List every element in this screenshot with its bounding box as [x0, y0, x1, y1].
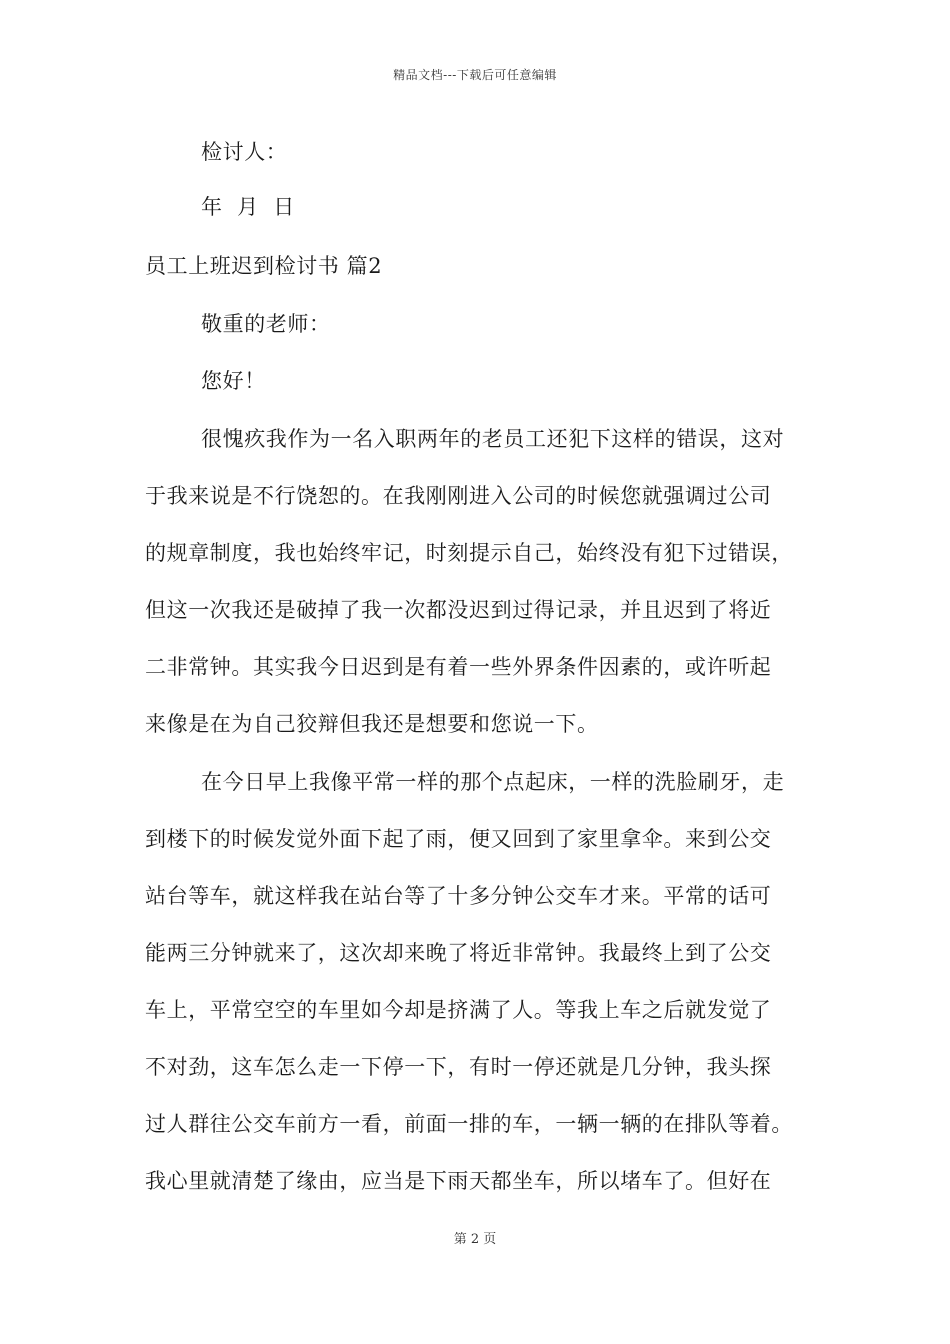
paragraph-line: 车上，平常空空的车里如今却是挤满了人。等我上车之后就发觉了	[145, 998, 772, 1022]
paragraph-line: 我心里就清楚了缘由，应当是下雨天都坐车，所以堵车了。但好在	[145, 1169, 772, 1193]
date-line: 年 月 日	[201, 195, 295, 219]
paragraph-line: 过人群往公交车前方一看，前面一排的车，一辆一辆的在排队等着。	[145, 1112, 793, 1136]
greeting: 您好！	[201, 369, 266, 393]
reviewer-label: 检讨人：	[201, 140, 288, 164]
paragraph-line: 很愧疚我作为一名入职两年的老员工还犯下这样的错误，这对	[201, 427, 785, 451]
paragraph-line: 到楼下的时候发觉外面下起了雨，便又回到了家里拿伞。来到公交	[145, 827, 772, 851]
salutation: 敬重的老师：	[201, 312, 331, 336]
paragraph-line: 但这一次我还是破掉了我一次都没迟到过得记录，并且迟到了将近	[145, 598, 772, 622]
paragraph-line: 不对劲，这车怎么走一下停一下，有时一停还就是几分钟，我头探	[145, 1055, 772, 1079]
paragraph-line: 来像是在为自己狡辩但我还是想要和您说一下。	[145, 712, 599, 736]
paragraph-line: 能两三分钟就来了，这次却来晚了将近非常钟。我最终上到了公交	[145, 941, 772, 965]
page-header: 精品文档---下载后可任意编辑	[393, 68, 557, 82]
paragraph-line: 二非常钟。其实我今日迟到是有着一些外界条件因素的，或许听起	[145, 655, 772, 679]
paragraph-line: 的规章制度，我也始终牢记，时刻提示自己，始终没有犯下过错误，	[145, 541, 793, 565]
page-number: 第 2 页	[453, 1232, 497, 1247]
paragraph-line: 站台等车，就这样我在站台等了十多分钟公交车才来。平常的话可	[145, 884, 772, 908]
paragraph-line: 在今日早上我像平常一样的那个点起床，一样的洗脸刷牙，走	[201, 770, 785, 794]
paragraph-line: 于我来说是不行饶恕的。在我刚刚进入公司的时候您就强调过公司	[145, 484, 772, 508]
section-title: 员工上班迟到检讨书 篇2	[145, 254, 383, 278]
